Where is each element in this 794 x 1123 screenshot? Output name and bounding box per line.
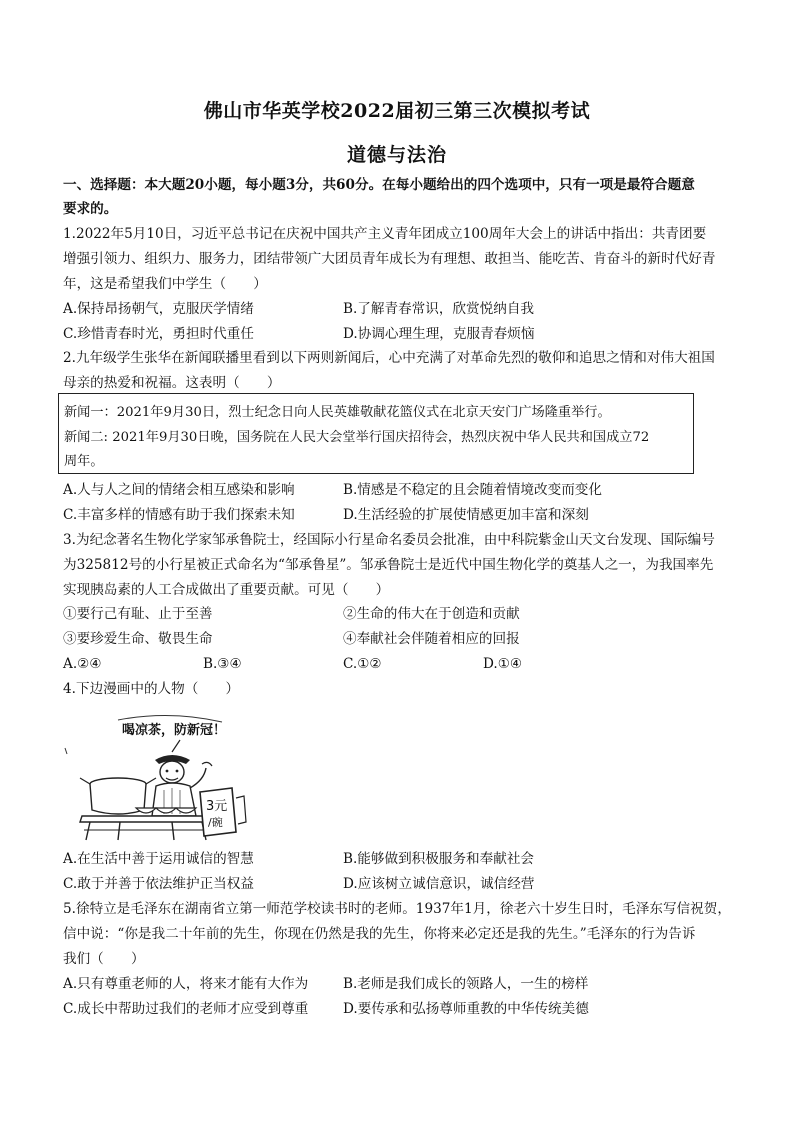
stray-mark xyxy=(65,748,67,754)
q5-option-a: A.只有尊重老师的人，将来才能有大作为 xyxy=(63,976,309,992)
speech-tail xyxy=(172,740,180,752)
q3-option-c: C.①② xyxy=(343,656,382,672)
q5-stem-line: 我们（ ） xyxy=(63,951,145,967)
q1-option-d: D.协调心理生理，克服青春烦恼 xyxy=(343,326,535,342)
raised-arm xyxy=(190,768,206,788)
q1-stem-line: 增强引领力、组织力、服务力，团结带领广大团员青年成长为有理想、敢担当、能吃苦、肯奋斗的新时代好青 xyxy=(63,251,716,267)
q3-statement-4: ④奉献社会伴随着相应的回报 xyxy=(343,631,520,647)
section-heading-cont: 要求的。 xyxy=(63,201,118,217)
q3-statement-3: ③要珍爱生命、敬畏生命 xyxy=(63,631,213,647)
q1-option-a: A.保持昂扬朝气，克服厌学情绪 xyxy=(63,301,254,317)
q5-option-c: C.成长中帮助过我们的老师才应受到尊重 xyxy=(63,1001,309,1017)
comic-caption: 喝凉茶，防新冠！ xyxy=(122,723,227,738)
q3-stem-line: 3.为纪念著名生物化学家邹承鲁院士，经国际小行星命名委员会批准，由中科院紫金山天文台发现、国际编号 xyxy=(63,532,715,548)
q3-option-b: B.③④ xyxy=(203,656,242,672)
price-sign-text: 3元 xyxy=(206,799,228,814)
q3-stem-line: 实现胰岛素的人工合成做出了重要贡献。可见（ ） xyxy=(63,582,390,598)
news-line: 周年。 xyxy=(64,454,104,469)
q1-stem-line: 年，这是希望我们中学生（ ） xyxy=(63,276,267,292)
news-line: 新闻一：2021年9月30日，烈士纪念日向人民英雄敬献花篮仪式在北京天安门广场隆重举行。 xyxy=(64,405,611,420)
q1-option-c: C.珍惜青春时光，勇担时代重任 xyxy=(63,326,254,342)
table-icon xyxy=(80,816,210,822)
q5-stem-line: 5.徐特立是毛泽东在湖南省立第一师范学校读书时的老师。1937年1月，徐老六十岁生日时，毛泽东写信祝贺， xyxy=(63,901,731,917)
q5-option-b: B.老师是我们成长的领路人，一生的榜样 xyxy=(343,976,589,992)
q2-stem-line: 2.九年级学生张华在新闻联播里看到以下两则新闻后，心中充满了对革命先烈的敬仰和追思之情和对伟大祖国 xyxy=(63,350,715,366)
q4-option-c: C.敢于并善于依法维护正当权益 xyxy=(63,876,254,892)
q2-option-a: A.人与人之间的情绪会相互感染和影响 xyxy=(63,482,295,498)
q4-stem: 4.下边漫画中的人物（ ） xyxy=(63,681,240,697)
q3-option-a: A.②④ xyxy=(63,656,102,672)
q1-option-b: B.了解青春常识，欣赏悦纳自我 xyxy=(343,301,535,317)
price-sign-text: /碗 xyxy=(208,816,223,829)
q2-option-b: B.情感是不稳定的且会随着情境改变而变化 xyxy=(343,482,602,498)
section-heading: 一、选择题：本大题20小题，每小题3分，共60分。在每小题给出的四个选项中，只有一项是最符合题意 xyxy=(63,177,695,193)
subject-title: 道德与法治 xyxy=(346,144,447,166)
q3-stem-line: 为325812号的小行星被正式命名为“邹承鲁星”。邹承鲁院士是近代中国生物化学的奠基人之一，为我国率先 xyxy=(63,557,714,573)
q1-stem-line: 1.2022年5月10日，习近平总书记在庆祝中国共产主义青年团成立100周年大会上的讲话中指出：共青团要 xyxy=(63,226,707,242)
q5-option-d: D.要传承和弘扬尊师重教的中华传统美德 xyxy=(343,1001,589,1017)
q3-statement-2: ②生命的伟大在于创造和贡献 xyxy=(343,606,520,622)
q2-stem-line: 母亲的热爱和祝福。这表明（ ） xyxy=(63,375,281,391)
speech-bubble-edge xyxy=(118,715,222,722)
q4-option-b: B.能够做到积极服务和奉献社会 xyxy=(343,851,535,867)
q3-statement-1: ①要行己有耻、止于至善 xyxy=(63,606,213,622)
q4-option-a: A.在生活中善于运用诚信的智慧 xyxy=(63,851,254,867)
q4-option-d: D.应该树立诚信意识，诚信经营 xyxy=(343,876,535,892)
q3-option-d: D.①④ xyxy=(483,656,523,672)
exam-title: 佛山市华英学校2022届初三第三次模拟考试 xyxy=(203,100,591,122)
q5-stem-line: 信中说：“你是我二十年前的先生，你现在仍然是我的先生，你将来必定还是我的先生。”毛泽东的行为告诉 xyxy=(63,926,696,942)
q2-option-c: C.丰富多样的情感有助于我们探索未知 xyxy=(63,507,295,523)
q2-option-d: D.生活经验的扩展使情感更加丰富和深刻 xyxy=(343,507,589,523)
comic-illustration xyxy=(60,712,255,842)
news-line: 新闻二: 2021年9月30日晚，国务院在人民大会堂举行国庆招待会，热烈庆祝中华人民共和国成立72 xyxy=(64,430,650,445)
